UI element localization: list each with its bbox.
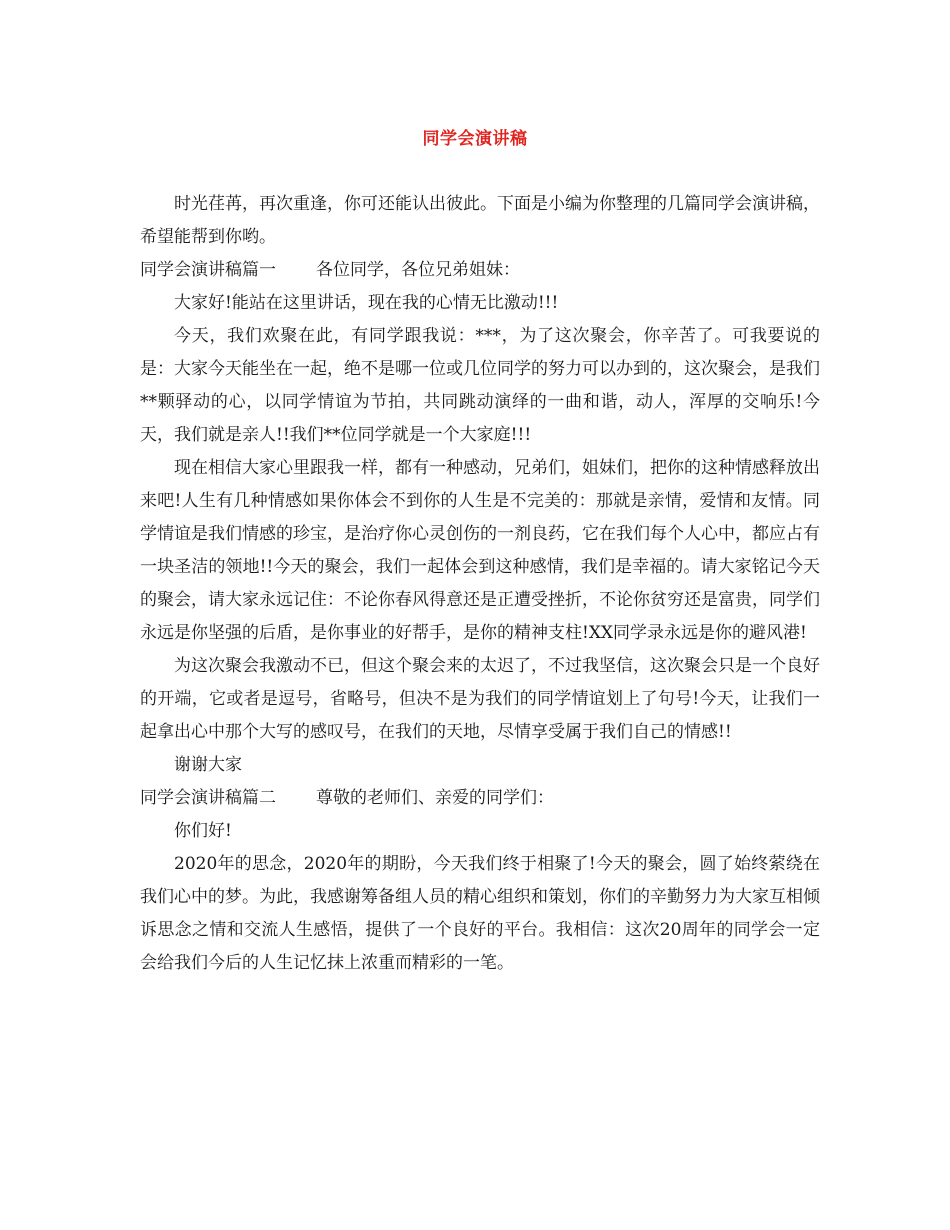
paragraph: 今天，我们欢聚在此，有同学跟我说：***，为了这次聚会，你辛苦了。可我要说的是：大家今天能坐在一起，绝不是哪一位或几位同学的努力可以办到的，这次聚会，是我们**颗驿动的心，以同学情谊为节拍，共同跳动演绎的一曲和谐，动人，浑厚的交响乐!今天，我们就是亲人!!我们**位同学就是一个大家庭!!!	[140, 326, 820, 445]
section-label: 同学会演讲稿篇二	[140, 788, 276, 808]
section-salutation: 尊敬的老师们、亲爱的同学们：	[316, 788, 554, 808]
paragraph-intro: 时光荏苒，再次重逢，你可还能认出彼此。下面是小编为你整理的几篇同学会演讲稿，希望能帮到你哟。	[140, 194, 820, 247]
section-label: 同学会演讲稿篇一	[140, 260, 276, 280]
section-salutation: 各位同学，各位兄弟姐妹：	[316, 260, 520, 280]
paragraph: 你们好!	[174, 821, 232, 841]
paragraph: 现在相信大家心里跟我一样，都有一种感动，兄弟们，姐妹们，把你的这种情感释放出来吧!人生有几种情感如果你体会不到你的人生是不完美的：那就是亲情，爱情和友情。同学情谊是我们情感的珍宝，是治疗你心灵创伤的一剂良药，它在我们每个人心中，都应占有一块圣洁的领地!!今天的聚会，我们一起体会到这种感情，我们是幸福的。请大家铭记今天的聚会，请大家永远记住：不论你春风得意还是正遭受挫折，不论你贫穷还是富贵，同学们永远是你坚强的后盾，是你事业的好帮手，是你的精神支柱!XX同学录永远是你的避风港!	[140, 458, 820, 643]
section-heading-two	[140, 782, 820, 815]
document-title: 同学会演讲稿	[422, 129, 528, 149]
paragraph-thanks: 谢谢大家	[174, 755, 242, 775]
document-body	[140, 188, 820, 980]
paragraph: 大家好!能站在这里讲话，现在我的心情无比激动!!!	[174, 293, 559, 313]
paragraph: 为这次聚会我激动不已，但这个聚会来的太迟了，不过我坚信，这次聚会只是一个良好的开端，它或者是逗号，省略号，但决不是为我们的同学情谊划上了句号!今天，让我们一起拿出心中那个大写的感叹号，在我们的天地，尽情享受属于我们自己的情感!!	[140, 656, 820, 742]
section-heading-one	[140, 254, 820, 287]
paragraph: 2020年的思念，2020年的期盼，今天我们终于相聚了!今天的聚会，圆了始终萦绕在我们心中的梦。为此，我感谢筹备组人员的精心组织和策划，你们的辛勤努力为大家互相倾诉思念之情和交流人生感悟，提供了一个良好的平台。我相信：这次20周年的同学会一定会给我们今后的人生记忆抹上浓重而精彩的一笔。	[140, 854, 820, 973]
